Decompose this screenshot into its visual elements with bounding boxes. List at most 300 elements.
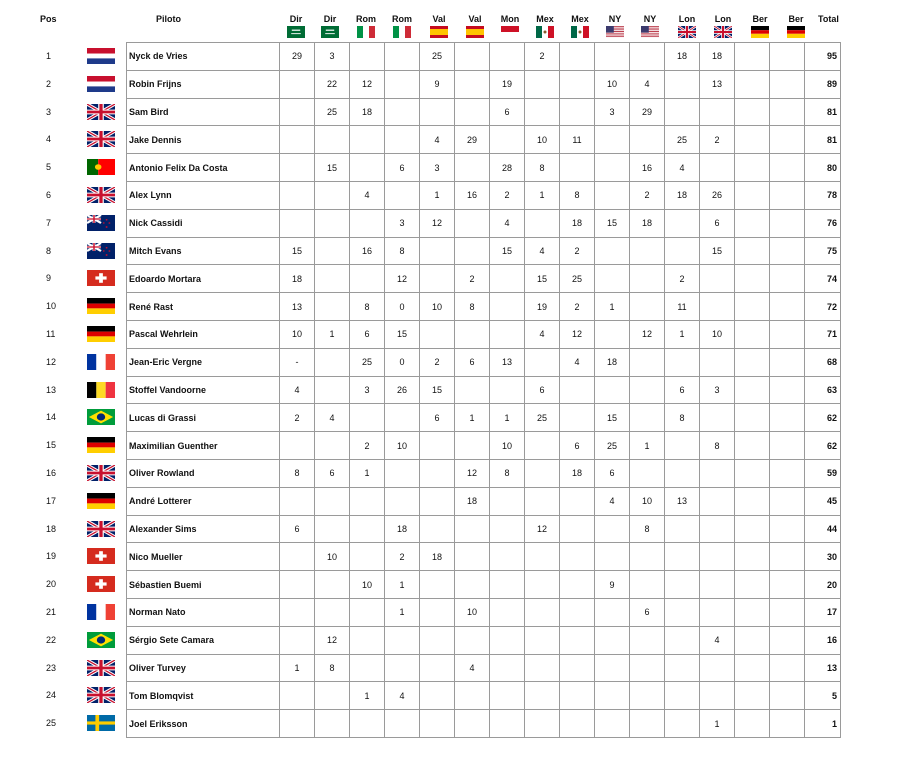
- race-points-cell: [735, 237, 770, 265]
- race-points-cell: [490, 265, 525, 293]
- position-row: [0, 292, 100, 320]
- race-points-cell: 1: [350, 682, 385, 710]
- driver-name: Jean-Eric Vergne: [127, 348, 280, 376]
- race-points-cell: [735, 543, 770, 571]
- race-points-cell: [665, 237, 700, 265]
- race-points-cell: 25: [665, 126, 700, 154]
- position-row: [0, 515, 100, 543]
- race-points-cell: [735, 598, 770, 626]
- race-points-cell: [665, 543, 700, 571]
- race-points-cell: [770, 43, 805, 71]
- race-points-cell: 25: [525, 404, 560, 432]
- race-points-cell: [525, 98, 560, 126]
- race-points-cell: [735, 710, 770, 738]
- race-label: Dir: [323, 14, 337, 24]
- race-points-cell: [770, 515, 805, 543]
- race-points-cell: [385, 626, 420, 654]
- race-points-cell: [490, 571, 525, 599]
- race-points-cell: 6: [455, 348, 490, 376]
- race-points-cell: [525, 209, 560, 237]
- table-row: [127, 404, 841, 432]
- race-points-cell: 6: [630, 598, 665, 626]
- table-row: [127, 265, 841, 293]
- race-points-cell: 11: [665, 293, 700, 321]
- race-points-cell: [630, 237, 665, 265]
- race-label: Ber: [788, 14, 804, 24]
- race-points-cell: [700, 543, 735, 571]
- race-points-cell: [490, 598, 525, 626]
- race-points-cell: 22: [315, 70, 350, 98]
- race-points-cell: 18: [700, 43, 735, 71]
- race-points-cell: 19: [490, 70, 525, 98]
- position-number: 5: [46, 162, 52, 173]
- saudi-arabia-flag-icon: [321, 26, 339, 38]
- race-label: Val: [468, 14, 482, 24]
- race-points-cell: [560, 487, 595, 515]
- race-points-cell: 9: [420, 70, 455, 98]
- mexico-flag-icon: [536, 26, 554, 38]
- race-points-cell: 1: [630, 432, 665, 460]
- position-row: [0, 403, 100, 431]
- race-points-cell: [595, 710, 630, 738]
- race-points-cell: 6: [315, 459, 350, 487]
- driver-name: Pascal Wehrlein: [127, 320, 280, 348]
- race-points-cell: [385, 654, 420, 682]
- table-row: [127, 459, 841, 487]
- race-points-cell: [455, 710, 490, 738]
- race-points-cell: [525, 571, 560, 599]
- race-points-cell: [770, 237, 805, 265]
- position-row: [0, 681, 100, 709]
- france-flag-icon: [87, 354, 115, 370]
- total-points-cell: 45: [805, 487, 841, 515]
- race-points-cell: [735, 487, 770, 515]
- race-points-cell: 13: [280, 293, 315, 321]
- race-points-cell: [665, 209, 700, 237]
- race-points-cell: [735, 654, 770, 682]
- race-points-cell: [770, 70, 805, 98]
- race-header: [279, 14, 313, 44]
- race-points-cell: 6: [700, 209, 735, 237]
- race-points-cell: 12: [560, 320, 595, 348]
- race-points-cell: [315, 487, 350, 515]
- race-points-cell: 1: [700, 710, 735, 738]
- race-points-cell: [700, 265, 735, 293]
- position-row: [0, 209, 100, 237]
- race-points-cell: [735, 293, 770, 321]
- position-number: 4: [46, 134, 52, 145]
- race-points-cell: 11: [560, 126, 595, 154]
- race-points-cell: 15: [420, 376, 455, 404]
- race-points-cell: [315, 181, 350, 209]
- table-row: [127, 654, 841, 682]
- race-points-cell: [315, 293, 350, 321]
- race-points-cell: [630, 710, 665, 738]
- germany-flag-icon: [87, 493, 115, 509]
- race-label: Val: [432, 14, 446, 24]
- race-header: [563, 14, 597, 44]
- race-points-cell: 18: [560, 209, 595, 237]
- race-points-cell: [455, 543, 490, 571]
- race-points-cell: 15: [280, 237, 315, 265]
- position-number: 21: [46, 606, 57, 617]
- race-points-cell: [420, 98, 455, 126]
- race-points-cell: 1: [280, 654, 315, 682]
- race-points-cell: [735, 265, 770, 293]
- race-points-cell: 12: [420, 209, 455, 237]
- race-points-cell: [385, 70, 420, 98]
- race-points-cell: 2: [525, 43, 560, 71]
- race-points-cell: 18: [630, 209, 665, 237]
- position-row: [0, 376, 100, 404]
- total-points-cell: 59: [805, 459, 841, 487]
- race-points-cell: [525, 348, 560, 376]
- race-points-cell: 18: [455, 487, 490, 515]
- race-points-cell: 8: [280, 459, 315, 487]
- race-points-cell: 1: [385, 571, 420, 599]
- total-points-cell: 80: [805, 154, 841, 182]
- driver-name: Alex Lynn: [127, 181, 280, 209]
- race-points-cell: [420, 571, 455, 599]
- position-number: 22: [46, 634, 57, 645]
- race-points-cell: [665, 626, 700, 654]
- race-points-cell: [595, 320, 630, 348]
- driver-name: Sébastien Buemi: [127, 571, 280, 599]
- race-points-cell: [700, 682, 735, 710]
- race-points-cell: [350, 543, 385, 571]
- race-points-cell: [770, 320, 805, 348]
- race-points-cell: 4: [385, 682, 420, 710]
- position-row: [0, 42, 100, 70]
- race-points-cell: [700, 487, 735, 515]
- race-points-cell: [770, 598, 805, 626]
- driver-name: Maximilian Guenther: [127, 432, 280, 460]
- race-points-cell: [525, 459, 560, 487]
- position-number: 20: [46, 579, 57, 590]
- spain-flag-icon: [466, 26, 484, 38]
- race-points-cell: 15: [315, 154, 350, 182]
- race-header: [633, 14, 667, 44]
- uk-flag-icon: [87, 465, 115, 481]
- race-points-cell: 3: [385, 209, 420, 237]
- position-row: [0, 98, 100, 126]
- race-points-cell: [595, 626, 630, 654]
- race-points-cell: 2: [455, 265, 490, 293]
- driver-name: Nyck de Vries: [127, 43, 280, 71]
- portugal-flag-icon: [87, 159, 115, 175]
- race-points-cell: 1: [525, 181, 560, 209]
- race-points-cell: [560, 571, 595, 599]
- race-points-cell: 1: [490, 404, 525, 432]
- race-points-cell: 8: [700, 432, 735, 460]
- mexico-flag-icon: [571, 26, 589, 38]
- france-flag-icon: [87, 604, 115, 620]
- race-points-cell: [630, 348, 665, 376]
- race-points-cell: [315, 237, 350, 265]
- germany-flag-icon: [87, 437, 115, 453]
- table-row: [127, 126, 841, 154]
- race-points-cell: [700, 404, 735, 432]
- total-points-cell: 5: [805, 682, 841, 710]
- total-points-cell: 81: [805, 98, 841, 126]
- race-label: Mex: [536, 14, 554, 24]
- race-points-cell: [630, 543, 665, 571]
- race-points-cell: [770, 181, 805, 209]
- position-number: 12: [46, 356, 57, 367]
- race-points-cell: [560, 376, 595, 404]
- race-points-cell: 2: [420, 348, 455, 376]
- race-points-cell: 25: [595, 432, 630, 460]
- race-points-cell: [560, 598, 595, 626]
- race-points-cell: 4: [595, 487, 630, 515]
- race-label: Rom: [392, 14, 412, 24]
- race-points-cell: [315, 265, 350, 293]
- driver-name: Alexander Sims: [127, 515, 280, 543]
- race-points-cell: [385, 126, 420, 154]
- race-points-cell: 2: [630, 181, 665, 209]
- race-points-cell: [490, 43, 525, 71]
- race-points-cell: [350, 404, 385, 432]
- race-points-cell: [315, 209, 350, 237]
- race-points-cell: [490, 515, 525, 543]
- race-points-cell: 2: [700, 126, 735, 154]
- race-points-cell: [595, 265, 630, 293]
- total-points-cell: 1: [805, 710, 841, 738]
- race-points-cell: [735, 515, 770, 543]
- race-points-cell: [665, 98, 700, 126]
- race-points-cell: [735, 43, 770, 71]
- race-points-cell: [560, 515, 595, 543]
- position-number: 13: [46, 384, 57, 395]
- race-points-cell: 29: [280, 43, 315, 71]
- race-points-cell: [770, 459, 805, 487]
- race-points-cell: [490, 126, 525, 154]
- driver-name: Jake Dennis: [127, 126, 280, 154]
- race-points-cell: [665, 432, 700, 460]
- race-points-cell: 6: [490, 98, 525, 126]
- race-points-cell: 10: [700, 320, 735, 348]
- race-points-cell: [770, 126, 805, 154]
- race-points-cell: [315, 515, 350, 543]
- race-points-cell: [315, 126, 350, 154]
- race-points-cell: [490, 626, 525, 654]
- table-row: [127, 209, 841, 237]
- position-number: 19: [46, 551, 57, 562]
- position-row: [0, 70, 100, 98]
- race-points-cell: 1: [315, 320, 350, 348]
- position-row: [0, 431, 100, 459]
- race-points-cell: [665, 70, 700, 98]
- driver-name: Norman Nato: [127, 598, 280, 626]
- race-points-cell: 0: [385, 348, 420, 376]
- race-points-cell: [455, 70, 490, 98]
- race-label: Ber: [752, 14, 768, 24]
- race-points-cell: [385, 404, 420, 432]
- race-points-cell: [420, 654, 455, 682]
- race-points-cell: 8: [560, 181, 595, 209]
- position-number: 11: [46, 328, 56, 339]
- driver-name: Nick Cassidi: [127, 209, 280, 237]
- race-points-cell: [770, 432, 805, 460]
- race-points-cell: 8: [490, 459, 525, 487]
- race-points-cell: 12: [385, 265, 420, 293]
- race-points-cell: 4: [560, 348, 595, 376]
- race-label: NY: [608, 14, 622, 24]
- race-points-cell: 10: [315, 543, 350, 571]
- race-points-cell: 18: [420, 543, 455, 571]
- race-points-cell: 3: [315, 43, 350, 71]
- race-points-cell: [770, 265, 805, 293]
- race-points-cell: [560, 654, 595, 682]
- race-points-cell: 2: [490, 181, 525, 209]
- race-points-cell: [455, 209, 490, 237]
- race-points-cell: 2: [665, 265, 700, 293]
- race-points-cell: [735, 571, 770, 599]
- total-points-cell: 17: [805, 598, 841, 626]
- table-row: [127, 293, 841, 321]
- race-points-cell: [735, 98, 770, 126]
- race-points-cell: 15: [490, 237, 525, 265]
- race-points-cell: [735, 209, 770, 237]
- race-points-cell: 10: [595, 70, 630, 98]
- race-points-cell: [315, 376, 350, 404]
- position-row: [0, 237, 100, 265]
- standings-table: [126, 42, 841, 738]
- netherlands-flag-icon: [87, 48, 115, 64]
- position-number: 10: [46, 301, 57, 312]
- race-points-cell: [490, 376, 525, 404]
- race-points-cell: [455, 682, 490, 710]
- total-points-cell: 78: [805, 181, 841, 209]
- total-points-cell: 72: [805, 293, 841, 321]
- race-points-cell: 2: [560, 237, 595, 265]
- header-pos: Pos: [40, 14, 57, 24]
- race-points-cell: [280, 598, 315, 626]
- race-points-cell: [490, 543, 525, 571]
- monaco-flag-icon: [501, 26, 519, 38]
- position-row: [0, 542, 100, 570]
- race-points-cell: [770, 376, 805, 404]
- race-points-cell: [420, 320, 455, 348]
- uk-flag-icon: [87, 131, 115, 147]
- table-row: [127, 626, 841, 654]
- germany-flag-icon: [87, 326, 115, 342]
- race-points-cell: [385, 710, 420, 738]
- race-points-cell: [595, 543, 630, 571]
- race-header: [598, 14, 632, 44]
- race-points-cell: [630, 571, 665, 599]
- race-points-cell: [595, 154, 630, 182]
- race-points-cell: 6: [350, 320, 385, 348]
- race-points-cell: 12: [350, 70, 385, 98]
- race-points-cell: [315, 598, 350, 626]
- position-number: 3: [46, 106, 52, 117]
- position-row: [0, 181, 100, 209]
- race-points-cell: 8: [315, 654, 350, 682]
- position-number: 25: [46, 718, 57, 729]
- driver-name: Joel Eriksson: [127, 710, 280, 738]
- driver-name: Edoardo Mortara: [127, 265, 280, 293]
- race-points-cell: [770, 571, 805, 599]
- race-label: Mon: [500, 14, 520, 24]
- race-points-cell: [525, 543, 560, 571]
- race-points-cell: [350, 515, 385, 543]
- race-points-cell: 16: [455, 181, 490, 209]
- race-points-cell: 8: [350, 293, 385, 321]
- race-points-cell: [350, 487, 385, 515]
- driver-name: André Lotterer: [127, 487, 280, 515]
- race-points-cell: 6: [665, 376, 700, 404]
- total-points-cell: 74: [805, 265, 841, 293]
- race-points-cell: 2: [560, 293, 595, 321]
- race-points-cell: [490, 487, 525, 515]
- race-points-cell: 12: [315, 626, 350, 654]
- race-points-cell: [280, 98, 315, 126]
- race-points-cell: [525, 487, 560, 515]
- race-points-cell: 4: [700, 626, 735, 654]
- race-points-cell: [560, 682, 595, 710]
- race-points-cell: [350, 209, 385, 237]
- race-points-cell: [700, 293, 735, 321]
- race-points-cell: [700, 459, 735, 487]
- race-points-cell: 10: [630, 487, 665, 515]
- uk-flag-icon: [87, 687, 115, 703]
- race-points-cell: [560, 154, 595, 182]
- race-points-cell: 10: [350, 571, 385, 599]
- table-row: [127, 487, 841, 515]
- race-points-cell: [280, 70, 315, 98]
- race-points-cell: 15: [700, 237, 735, 265]
- italy-flag-icon: [393, 26, 411, 38]
- total-points-cell: 63: [805, 376, 841, 404]
- race-points-cell: [770, 154, 805, 182]
- race-points-cell: 2: [280, 404, 315, 432]
- germany-flag-icon: [787, 26, 805, 38]
- race-points-cell: 4: [665, 154, 700, 182]
- uk-flag-icon: [678, 26, 696, 38]
- race-points-cell: [560, 710, 595, 738]
- race-points-cell: 29: [455, 126, 490, 154]
- table-row: [127, 348, 841, 376]
- race-points-cell: [455, 432, 490, 460]
- race-points-cell: [280, 682, 315, 710]
- race-points-cell: [280, 432, 315, 460]
- race-points-cell: [665, 654, 700, 682]
- position-number: 18: [46, 523, 57, 534]
- race-points-cell: [630, 293, 665, 321]
- race-points-cell: [700, 348, 735, 376]
- position-number: 8: [46, 245, 52, 256]
- race-points-cell: [560, 43, 595, 71]
- race-points-cell: [630, 126, 665, 154]
- total-points-cell: 76: [805, 209, 841, 237]
- position-row: [0, 626, 100, 654]
- race-label: Lon: [714, 14, 732, 24]
- race-header: [458, 14, 492, 44]
- race-label: Mex: [571, 14, 589, 24]
- race-points-cell: 3: [595, 98, 630, 126]
- race-points-cell: [350, 43, 385, 71]
- race-points-cell: [735, 459, 770, 487]
- total-points-cell: 71: [805, 320, 841, 348]
- race-points-cell: [315, 710, 350, 738]
- race-points-cell: 10: [455, 598, 490, 626]
- race-points-cell: 28: [490, 154, 525, 182]
- race-points-cell: 10: [525, 126, 560, 154]
- table-row: [127, 181, 841, 209]
- race-points-cell: [595, 181, 630, 209]
- race-points-cell: [770, 682, 805, 710]
